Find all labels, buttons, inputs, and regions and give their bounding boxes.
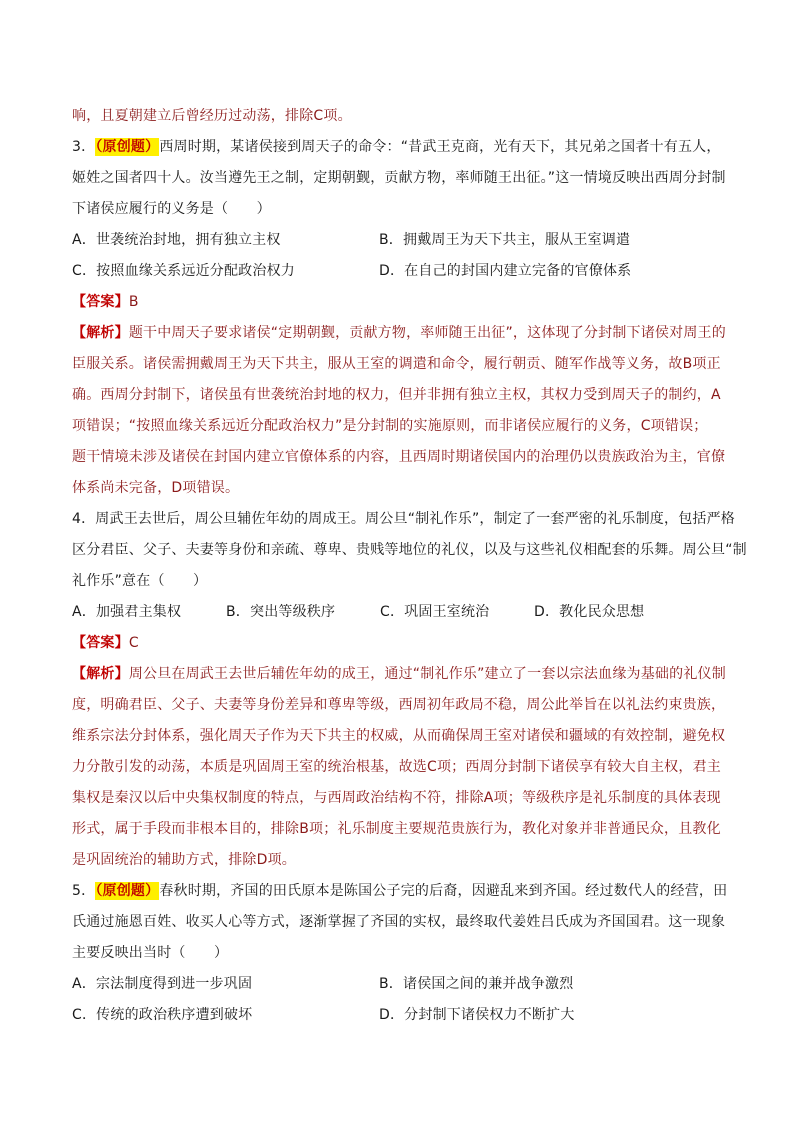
q3-option-c: C．按照血缘关系远近分配政治权力 — [72, 263, 295, 279]
q4-analysis-line: 【解析】周公旦在周武王去世后辅佐年幼的成王，通过“制礼作乐”建立了一套以宗法血缘为基础的礼仪制 — [72, 666, 726, 682]
q3-analysis-line: 臣服关系。诸侯需拥戴周王为天下共主，服从王室的调遣和命令，履行朝贡、随军作战等义务，故B项正 — [72, 356, 721, 372]
q3-analysis-line: 题干情境未涉及诸侯在封国内建立官僚体系的内容，且西周时期诸侯国内的治理仍以贵族政治为主，官僚 — [72, 449, 726, 465]
q4-option-a: A．加强君主集权 — [72, 604, 182, 620]
q4-analysis-line: 形式，属于手段而非根本目的，排除B项；礼乐制度主要规范贵族行为，教化对象并非普通民众，且教化 — [72, 821, 721, 837]
q3-options-row — [72, 225, 724, 256]
page-content — [72, 101, 747, 1031]
q4-analysis-line: 维系宗法分封体系，强化周天子作为天下共主的权威，从而确保周王室对诸侯和疆域的有效控制，避免权 — [72, 728, 726, 744]
q5-stem-line: 主要反映出当时（ ） — [72, 945, 229, 961]
q4-stem-line: 礼作乐”意在（ ） — [72, 573, 208, 589]
q5-number: 5． — [72, 883, 96, 899]
q3-option-a: A．世袭统治封地，拥有独立主权 — [72, 232, 281, 248]
q5-options-row — [72, 969, 724, 1000]
q4-option-c: C．巩固王室统治 — [380, 604, 490, 620]
q3-analysis-line: 项错误；“按照血缘关系远近分配政治权力”是分封制的实施原则，而非诸侯应履行的义务，C项错误； — [72, 418, 708, 434]
q4-answer — [72, 628, 724, 659]
analysis-label: 【解析】 — [72, 666, 129, 682]
q3-stem-line: 姬姓之国者四十人。汝当遵先王之制，定期朝觐，贡献方物，率师随王出征。”这一情境反映出西周分封制 — [72, 170, 726, 186]
q5-stem-line: 氏通过施恩百姓、收买人心等方式，逐渐掌握了齐国的实权，最终取代姜姓吕氏成为齐国国君。这一现象 — [72, 914, 726, 930]
q5-option-a: A．宗法制度得到进一步巩固 — [72, 976, 253, 992]
previous-analysis-tail: 响，且夏朝建立后曾经历过动荡，排除C项。 — [72, 108, 352, 124]
q4-analysis-line: 集权是秦汉以后中央集权制度的特点，与西周政治结构不符，排除A项；等级秩序是礼乐制度的具体表现 — [72, 790, 721, 806]
q5-option-c: C．传统的政治秩序遭到破坏 — [72, 1007, 253, 1023]
q3-answer-value: B — [128, 294, 139, 310]
q3-option-b: B．拥戴周王为天下共主，服从王室调遣 — [379, 232, 631, 248]
q3-answer — [72, 287, 724, 318]
q4-option-d: D．教化民众思想 — [534, 604, 645, 620]
q3-stem-line: 3．（原创题）西周时期，某诸侯接到周天子的命令：“昔武王克商，光有天下，其兄弟之国者十有五人， — [72, 139, 721, 155]
q4-analysis-line: 力分散引发的动荡，本质是巩固周王室的统治根基，故选C项；西周分封制下诸侯享有较大自主权，君主 — [72, 759, 721, 775]
answer-label: 【答案】 — [72, 294, 129, 310]
original-question-tag: （原创题） — [95, 883, 160, 899]
q5-options-row — [72, 1000, 724, 1031]
q3-option-d: D．在自己的封国内建立完备的官僚体系 — [379, 263, 632, 279]
q4-stem-line: 4．周武王去世后，周公旦辅佐年幼的周成王。周公旦“制礼作乐”，制定了一套严密的礼乐制度，包括严格 — [72, 511, 736, 527]
q4-option-b: B．突出等级秩序 — [226, 604, 336, 620]
q3-number: 3． — [72, 139, 96, 155]
q4-answer-value: C — [128, 635, 139, 651]
q3-stem-line: 下诸侯应履行的义务是（ ） — [72, 201, 271, 217]
q4-stem-line: 区分君臣、父子、夫妻等身份和亲疏、尊卑、贵贱等地位的礼仪，以及与这些礼仪相配套的乐舞。周公旦“制 — [72, 542, 747, 558]
q3-analysis-line: 体系尚未完备，D项错误。 — [72, 480, 240, 496]
q5-stem-line: 5．（原创题）春秋时期，齐国的田氏原本是陈国公子完的后裔，因避乱来到齐国。经过数代人的经营，田 — [72, 883, 728, 899]
answer-label: 【答案】 — [72, 635, 129, 651]
q3-options-row — [72, 256, 724, 287]
q3-analysis-line: 【解析】题干中周天子要求诸侯“定期朝觐，贡献方物，率师随王出征”，这体现了分封制下诸侯对周王的 — [72, 325, 726, 341]
q5-option-b: B．诸侯国之间的兼并战争激烈 — [379, 976, 574, 992]
q3-analysis-line: 确。西周分封制下，诸侯虽有世袭统治封地的权力，但并非拥有独立主权，其权力受到周天子的制约，A — [72, 387, 721, 403]
q4-options-row — [72, 597, 724, 628]
original-question-tag: （原创题） — [95, 139, 160, 155]
q4-analysis-line: 度，明确君臣、父子、夫妻等身份差异和尊卑等级，西周初年政局不稳，周公此举旨在以礼法约束贵族， — [72, 697, 726, 713]
q5-option-d: D．分封制下诸侯权力不断扩大 — [379, 1007, 575, 1023]
q4-analysis-line: 是巩固统治的辅助方式，排除D项。 — [72, 852, 296, 868]
analysis-label: 【解析】 — [72, 325, 129, 341]
